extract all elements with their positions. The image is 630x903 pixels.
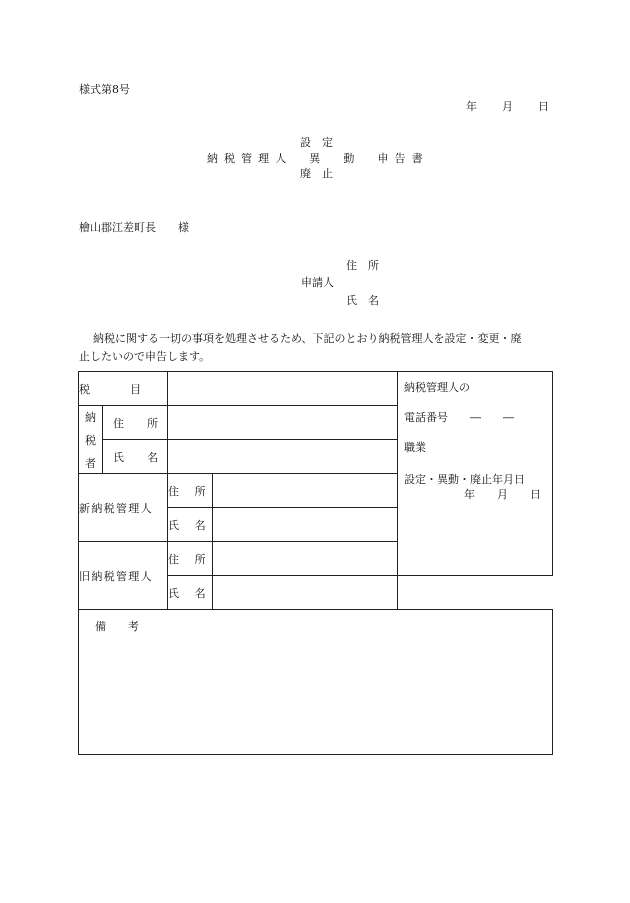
application-table (78, 371, 553, 755)
old-manager-name-label: 氏 名 (168, 576, 213, 610)
change-date-field[interactable]: 年 月 日 (464, 488, 542, 501)
statement-line-1: 納税に関する一切の事項を処理させるため、下記のとおり納税管理人を設定・変更・廃 (93, 332, 522, 345)
applicant-name-label: 氏 名 (346, 294, 379, 307)
tax-item-label: 税 目 (79, 372, 168, 406)
old-manager-label: 旧納税管理人 (79, 542, 168, 610)
statement-line-2: 止したいので申告します。 (79, 350, 211, 363)
change-date-label: 設定・異動・廃止年月日 (404, 473, 526, 486)
manager-info-header: 納税管理人の (404, 381, 471, 394)
tax-item-field[interactable] (168, 372, 398, 406)
remarks-label: 備 考 (95, 620, 139, 633)
new-manager-name-field[interactable] (213, 508, 398, 542)
new-manager-label: 新納税管理人 (79, 474, 168, 542)
applicant-address-label: 住 所 (346, 259, 379, 272)
taxpayer-address-field[interactable] (168, 406, 398, 440)
page-title: 納税管理人 異 動 申告書 (207, 152, 429, 165)
title-option-top: 設 定 (300, 136, 333, 149)
date-month: 月 (502, 100, 513, 113)
remarks-field[interactable] (79, 610, 553, 755)
title-option-bottom: 廃 止 (300, 167, 333, 180)
manager-occupation-field[interactable]: 職業 (404, 441, 427, 454)
date-day: 日 (538, 100, 549, 113)
taxpayer-name-label: 氏 名 (103, 440, 168, 474)
applicant-label: 申請人 (301, 276, 334, 289)
old-manager-name-field[interactable] (213, 576, 398, 610)
taxpayer-label: 納 税 者 (79, 406, 103, 474)
new-manager-address-label: 住 所 (168, 474, 213, 508)
date-year: 年 (466, 100, 477, 113)
manager-phone-field[interactable]: 電話番号 ― ― (404, 411, 515, 424)
recipient: 檜山郡江差町長 様 (79, 221, 189, 234)
form-number: 様式第8号 (79, 83, 130, 96)
old-manager-address-label: 住 所 (168, 542, 213, 576)
manager-info-cell (398, 372, 553, 576)
old-manager-address-field[interactable] (213, 542, 398, 576)
new-manager-address-field[interactable] (213, 474, 398, 508)
taxpayer-address-label: 住 所 (103, 406, 168, 440)
new-manager-name-label: 氏 名 (168, 508, 213, 542)
taxpayer-name-field[interactable] (168, 440, 398, 474)
